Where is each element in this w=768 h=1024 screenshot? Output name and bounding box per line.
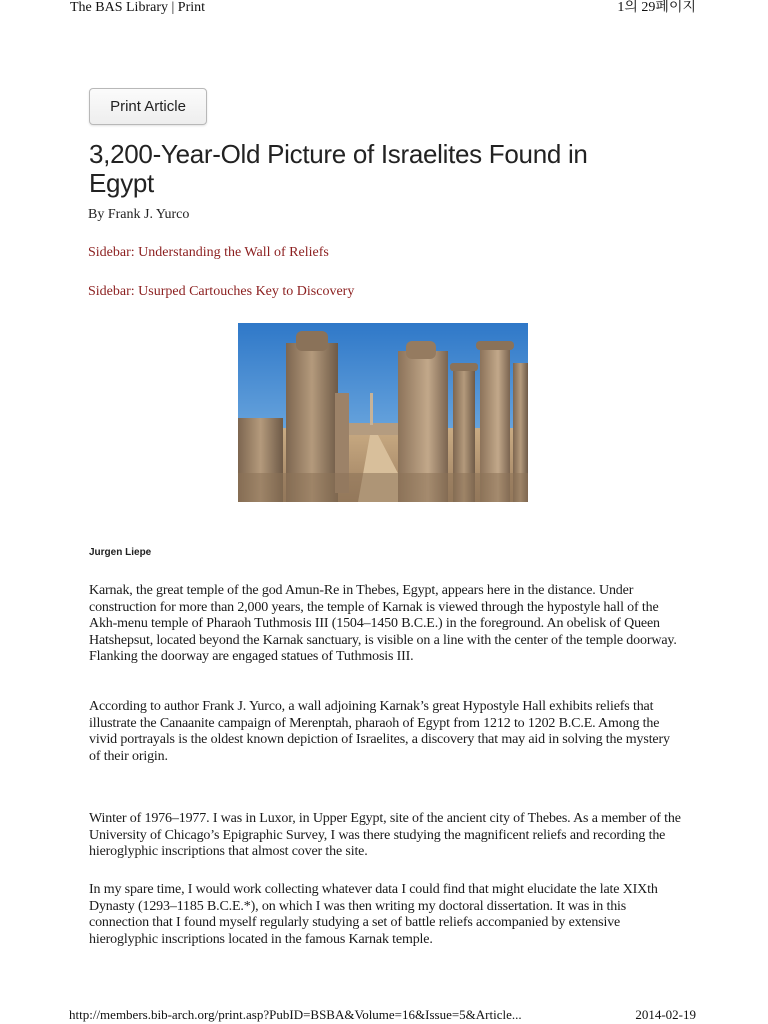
body-paragraph: Winter of 1976–1977. I was in Luxor, in Upper Egypt, site of the ancient city of Thebes. As a member of the University of Chicago’s Epigraphic Survey, I was there studying the magnificent reliefs and recording the hieroglyphic inscriptions that almost cover the site. — [89, 811, 681, 859]
photo-rubble — [238, 473, 528, 502]
footer-date: 2014-02-19 — [635, 1007, 696, 1022]
caption-paragraph: According to author Frank J. Yurco, a wall adjoining Karnak’s great Hypostyle Hall exhibits reliefs that illustrate the Canaanite campaign of Merenptah, pharaoh of Egypt from 1212 to 1202 B.C.E. Among the vivid portrayals is the oldest known depiction of Israelites, a discovery that may aid in solving the mystery of their origin. — [89, 699, 670, 764]
print-header-title: The BAS Library | Print — [70, 0, 206, 15]
footer-url: http://members.bib-arch.org/print.asp?PubID=BSBA&Volume=16&Issue=5&Article... — [69, 1007, 522, 1022]
photo-statue-right-head — [406, 341, 436, 359]
photo-credit: Jurgen Liepe — [89, 547, 152, 558]
article-title: 3,200-Year-Old Picture of Israelites Found in Egypt — [89, 139, 588, 198]
karnak-temple-photo — [238, 323, 528, 502]
photo-column-2-capital — [476, 341, 514, 350]
photo-obelisk — [370, 393, 373, 425]
photo-statue-left-head — [296, 331, 328, 351]
sidebar-link-wall-of-reliefs[interactable]: Sidebar: Understanding the Wall of Reliefs — [88, 245, 329, 260]
photo-column-1-capital — [450, 363, 478, 371]
page-indicator: 1의 29페이지 — [617, 0, 696, 15]
sidebar-link-usurped-cartouches[interactable]: Sidebar: Usurped Cartouches Key to Discovery — [88, 284, 355, 299]
article-byline: By Frank J. Yurco — [88, 207, 190, 222]
print-article-button[interactable]: Print Article — [89, 88, 207, 125]
body-paragraph: In my spare time, I would work collecting whatever data I could find that might elucidate the late XIXth Dynasty (1293–1185 B.C.E.*), on which I was then writing my doctoral dissertation. It was in this connection that I found myself regularly studying a set of battle reliefs accompanied by extensive hieroglyphic inscriptions located in the famous Karnak temple. — [89, 882, 658, 947]
caption-paragraph: Karnak, the great temple of the god Amun-Re in Thebes, Egypt, appears here in the distance. Under construction for more than 2,000 years, the temple of Karnak is viewed through the hypostyle hall of the Akh-menu temple of Pharaoh Tuthmosis III (1504–1450 B.C.E.) in the foreground. An obelisk of Queen Hatshepsut, located beyond the Karnak sanctuary, is visible on a line with the center of the temple doorway. Flanking the doorway are engaged statues of Tuthmosis III. — [89, 583, 677, 664]
